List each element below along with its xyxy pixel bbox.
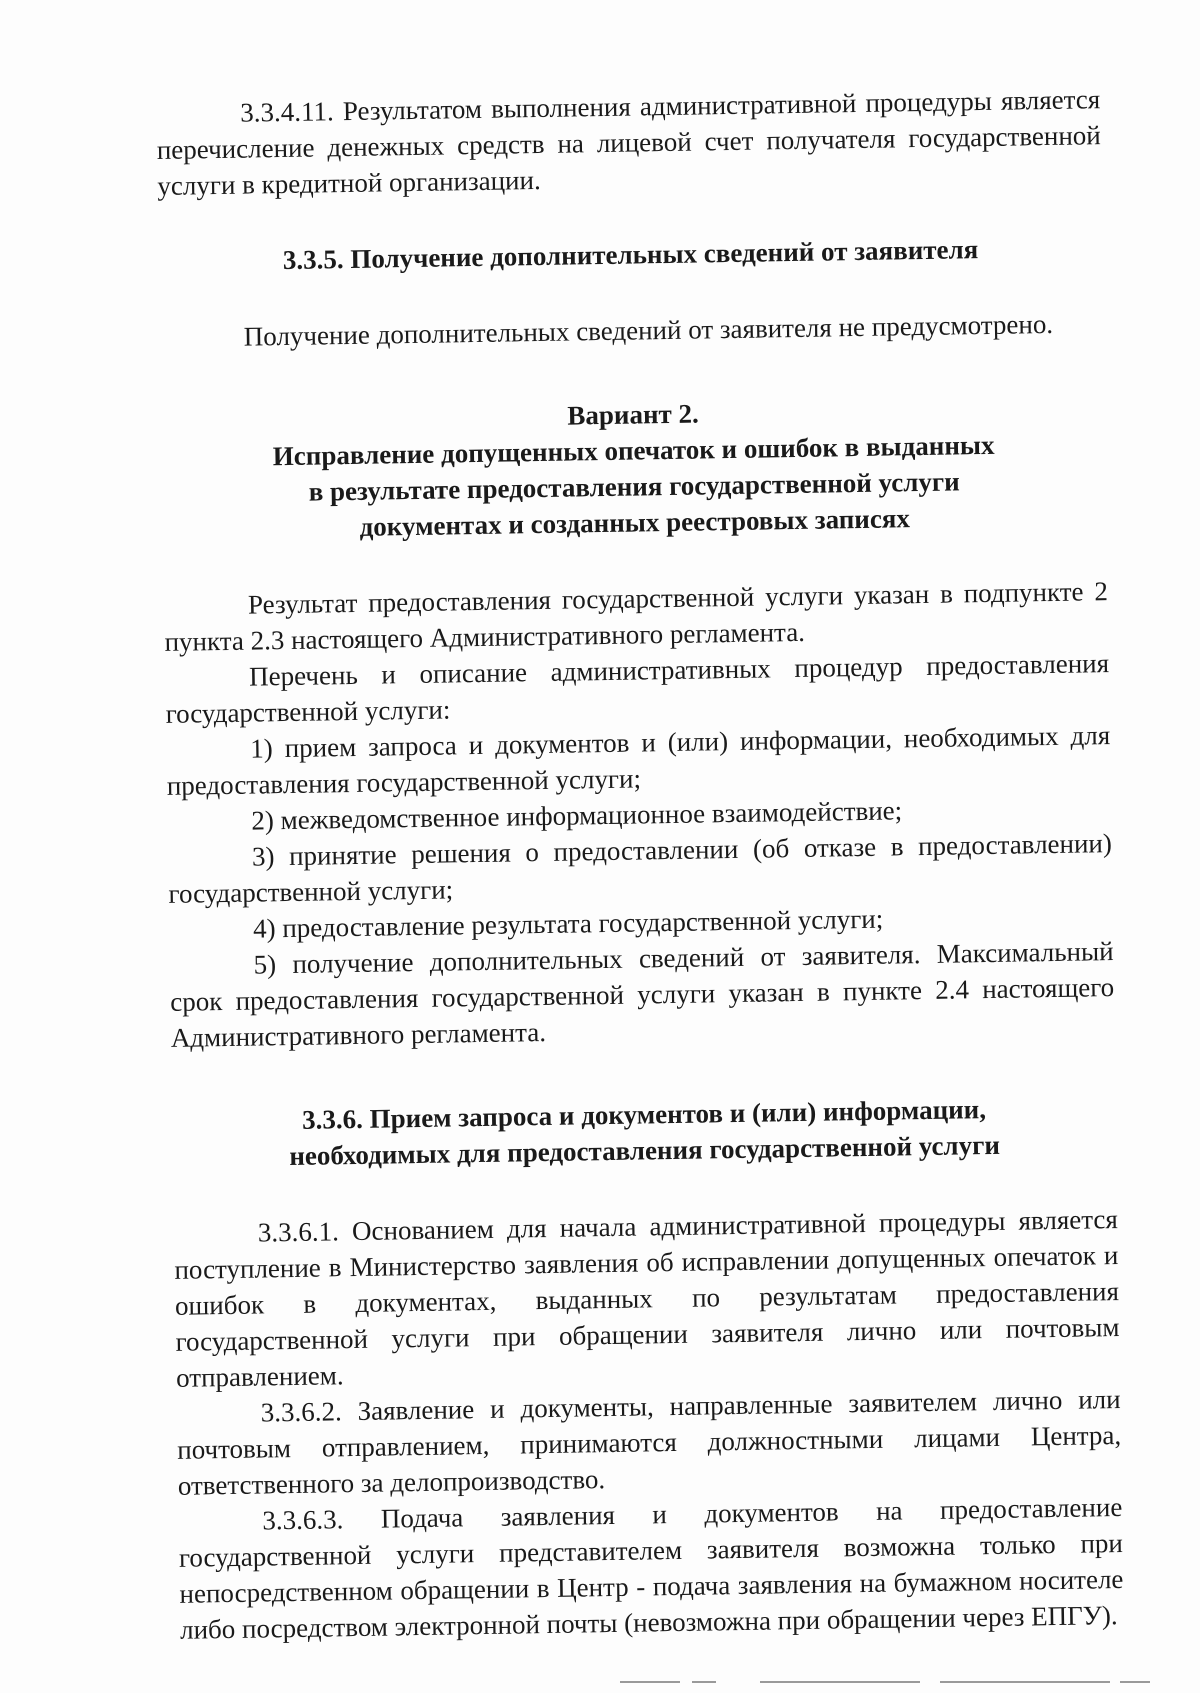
section-heading-3-3-5: 3.3.5. Получение дополнительных сведений от заявителя xyxy=(282,234,979,276)
list-item: 1) прием запроса и документов и (или) информации, необходимых для предоставления государственной услуги; xyxy=(166,720,1111,801)
list-item: 5) получение дополнительных сведений от заявителя. Максимальный срок предоставления государственной услуги указан в пункте 2.4 настоящего Административного регламента. xyxy=(169,936,1115,1053)
scan-footer-lines xyxy=(620,1681,1160,1685)
section-heading-3-3-6-line-2: необходимых для предоставления государственной услуги xyxy=(289,1129,1001,1172)
list-item: 2) межведомственное информационное взаимодействие; xyxy=(251,795,903,836)
paragraph-3-3-4-11: 3.3.4.11. Результатом выполнения административной процедуры является перечисление денежных средств на лицевой счет получателя государственной услуги в кредитной организации. xyxy=(156,84,1101,201)
procedure-list xyxy=(166,717,1115,1056)
paragraph-result: Результат предоставления государственной услуги указан в подпункте 2 пункта 2.3 настоящего Административного регламента. xyxy=(164,576,1109,657)
document-body xyxy=(156,81,1124,1648)
section-heading-3-3-6-line-1: 3.3.6. Прием запроса и документов и (или) информации, xyxy=(301,1094,987,1135)
paragraph-no-extra-info: Получение дополнительных сведений от заявителя не предусмотрено. xyxy=(243,308,1054,352)
paragraph-list-intro: Перечень и описание административных процедур предоставления государственной услуги: xyxy=(165,648,1110,729)
paragraph-3-3-6-2: 3.3.6.2. Заявление и документы, направленные заявителем лично или почтовым отправлением, принимаются должностными лицами Центра, ответственного за делопроизводство. xyxy=(177,1384,1122,1501)
list-item: 3) принятие решения о предоставлении (об отказе в предоставлении) государственной услуги; xyxy=(168,828,1113,909)
variant-subtitle-line-3: документах и созданных реестровых записях xyxy=(359,503,911,542)
variant-subtitle-line-1: Исправление допущенных опечаток и ошибок в выданных xyxy=(272,429,995,472)
variant-subtitle-line-2: в результате предоставления государственной услуги xyxy=(308,466,960,507)
paragraph-3-3-6-1: 3.3.6.1. Основанием для начала административной процедуры является поступление в Министерство заявления об исправлении допущенных опечаток и ошибок в документах, выданных по результатам предоставления государственной услуги при обращении заявителя лично или почтовым отправлением. xyxy=(174,1204,1120,1393)
paragraph-3-3-6-3: 3.3.6.3. Подача заявления и документов на предоставление государственной услуги представителем заявителя возможна только при непосредственном обращении в Центр - подача заявления на бумажном носителе либо посредством электронной почты (невозможна при обращении через ЕПГУ). xyxy=(178,1491,1124,1645)
list-item: 4) предоставление результата государственной услуги; xyxy=(252,903,884,944)
variant-title: Вариант 2. xyxy=(567,398,699,431)
